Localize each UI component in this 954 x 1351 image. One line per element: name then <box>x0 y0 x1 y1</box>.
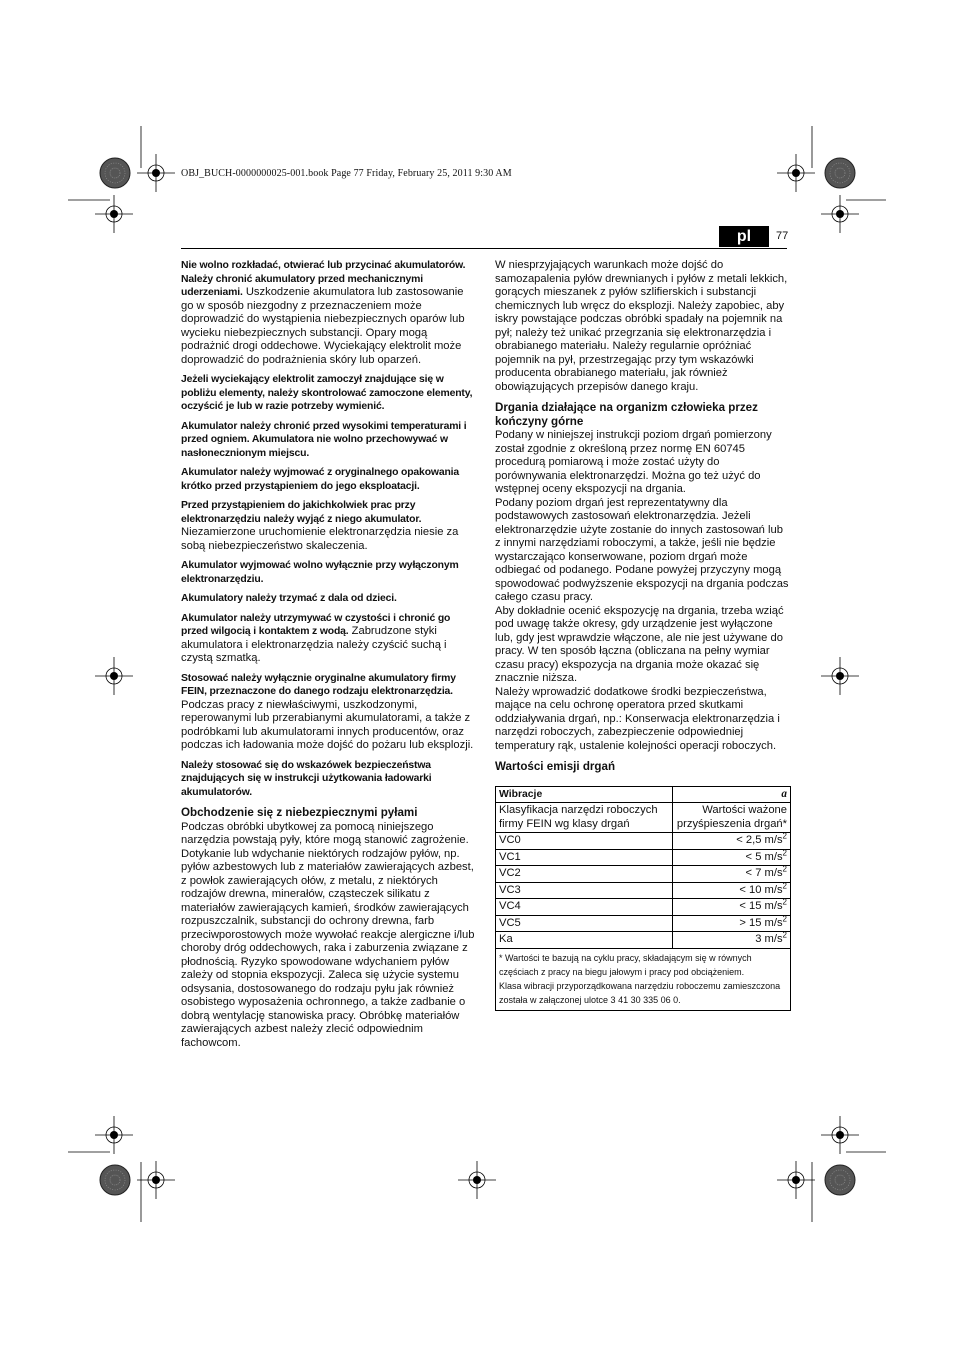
dust-paragraph-1: Podczas obróbki ubytkowej za pomocą niniejszego narzędzia powstają pyły, które mogą stanowić zagrożenie. <box>181 820 469 846</box>
footnote-2: Klasa wibracji przyporządkowana narzędziu roboczemu zamieszczona została w załączonej ulotce 3 41 30 335 06 0. <box>499 980 781 1005</box>
book-file-info: OBJ_BUCH-0000000025-001.book Page 77 Friday, February 25, 2011 9:30 AM <box>181 168 512 179</box>
table-row <box>496 882 791 899</box>
table-row <box>496 849 791 866</box>
table-cell-value: 3 $m/s^2$ <box>673 932 791 949</box>
table-cell-value: < 10 $m/s^2$ <box>673 882 791 899</box>
table-row <box>496 899 791 916</box>
table-row <box>496 833 791 850</box>
table-subheader-class: Klasyfikacja narzędzi roboczych firmy FEIN wg klasy drgań <box>496 803 673 833</box>
battery-warning-10: Należy stosować się do wskazówek bezpieczeństwa znajdujących się w instrukcji użytkowania ładowarki akumulatorów. <box>181 759 432 798</box>
battery-warning-4: Akumulator należy wyjmować z oryginalnego opakowania krótko przed przystąpieniem do jego eksploatacji. <box>181 467 460 492</box>
table-footnote-row <box>496 948 791 1010</box>
table-footnote <box>496 948 791 1010</box>
footnote-1: * Wartości te bazują na cyklu pracy, składającym się w równych częściach z pracy na biegu jałowym i pracy pod obciążeniem. <box>499 952 752 977</box>
table-cell-class: VC1 <box>496 849 673 866</box>
vibration-table <box>495 786 791 1011</box>
battery-warning-7: Akumulatory należy trzymać z dala od dzieci. <box>181 593 397 604</box>
battery-warning-1: Nie wolno rozkładać, otwierać lub przycinać akumulatorów. Należy chronić akumulatory przed mechanicznymi uderzeniami. Uszkodzenie akumulatora lub zastosowanie go w sposób niezgodny z przeznaczeniem może doprowadzić do wystąpienia niebezpiecznych oparów lub wycieku niebezpiecznych substancji. Opary mogą podrażnić drogi oddechowe. Wyciekający elektrolit może doprowadzić do podrażnienia skóry lub oparzeń. <box>181 260 466 366</box>
battery-warning-2: Jeżeli wyciekający elektrolit zamoczył znajdujące się w pobliżu elementy, należy skontrolować zamoczone elementy, oczyścić je lub w razie potrzeby wymienić. <box>181 374 473 412</box>
table-cell-class: VC5 <box>496 915 673 932</box>
vibration-paragraph-3: Aby dokładnie ocenić ekspozycję na drgania, trzeba wziąć pod uwagę także okresy, gdy urządzenie jest wyłączone lub, gdy jest wprawdzie włączone, ale nie jest używane do pracy. W ten sposób łączna (obliczana na pełny wymiar czasu pracy) ekspozycja na drgania może okazać się znacznie niższa. <box>495 604 784 684</box>
table-cell-class: VC3 <box>496 882 673 899</box>
table-cell-class: VC4 <box>496 899 673 916</box>
left-column <box>181 259 477 1050</box>
table-header-row <box>496 786 791 803</box>
vibration-paragraph-2: Podany poziom drgań jest reprezentatywny dla podstawowych zastosowań elektronarzędzia. Jeżeli elektronarzędzie użyte zostanie do innych zastosowań lub z innymi narzędziami roboczymi, a także, jeśli nie będzie wystarczająco konserwowane, poziom drgań może odbiegać od podanego. Podane powyżej przyczyny mogą spowodować podwyższenie ekspozycji na drgania podczas całego czasu pracy. <box>495 496 789 603</box>
battery-warning-3: Akumulator należy chronić przed wysokimi temperaturami i przed ogniem. Akumulatora nie wolno przechowywać w nasłonecznionym miejscu. <box>181 420 467 459</box>
table-row <box>496 915 791 932</box>
table-row <box>496 932 791 949</box>
table-cell-value: < 7 $m/s^2$ <box>673 866 791 883</box>
right-column <box>495 259 791 1011</box>
table-cell-class: VC0 <box>496 833 673 850</box>
battery-warning-6: Akumulator wyjmować wolno wyłącznie przy wyłączonym elektronarzędziu. <box>181 560 459 585</box>
table-cell-value: < 2,5 $m/s^2$ <box>673 833 791 850</box>
table-subheader-values: Wartości ważone przyśpieszenia drgań* <box>673 803 791 833</box>
language-badge: pl <box>719 226 769 247</box>
table-cell-value: < 5 $m/s^2$ <box>673 849 791 866</box>
table-subheader-row <box>496 803 791 833</box>
page-number: 77 <box>776 230 789 242</box>
dust-paragraph-2: Dotykanie lub wdychanie niektórych rodzajów pyłów, np. pyłów azbestowych lub z materiałów zawierających azbest, z powłok zawierających ołów, z metalu, z niektórych rodzajów drewna, minerałów, cząsteczek silikatu z materiałów zawierających kamień, środków zawierających rozpuszczalnik, substancji do ochrony drewna, farb przeciwporostowych może wywołać reakcje alergiczne i/lub choroby dróg oddechowych, raka i zaburzenia związane z płodnością. Ryzyko spowodowane wdychaniem pyłów zależy od stopnia ekspozycji. Zaleca się użycie systemu odsysania, dostosowanego do rodzaju pyłu jak również osobistego wyposażenia ochronnego, a także zadbanie o dobrą wentylację stanowiska pracy. Obróbkę materiałów zawierających azbest należy zlecić odpowiednim fachowcom. <box>181 847 475 1049</box>
table-cell-class: Ka <box>496 932 673 949</box>
dust-heading: Obchodzenie się z niebezpiecznymi pyłami <box>181 806 418 819</box>
table-cell-value: < 15 $m/s^2$ <box>673 899 791 916</box>
vibration-paragraph-1: Podany w niniejszej instrukcji poziom drgań pomierzony został zgodnie z określoną przez normę EN 60745 procedurą pomiarową i może zostać użyty do porównywania elektronarzędzi. Można go też użyć do wstępnej oceny ekspozycji na drgania. <box>495 429 772 495</box>
emission-heading: Wartości emisji drgań <box>495 760 616 773</box>
table-header-a: a <box>673 786 791 803</box>
dust-paragraph-3: W niesprzyjających warunkach może dojść do samozapalenia pyłów drewnianych i pyłów z metali lekkich, gorących mieszanek z pyłów szlifierskich i substancji chemicznych lub wręcz do eksplozji. Należy zapobiec, aby iskry powstające podczas obróbki spadały na pojemnik na pył; należy też unikać przegrzania się elektronarzędzia i obrabianego materiału. Należy regularnie opróżniać pojemnik na pył, przestrzegając przy tym wskazówki producenta obrabianego materiału, jak również obowiązujących przepisów danego kraju. <box>495 259 788 393</box>
vibration-paragraph-4: Należy wprowadzić dodatkowe środki bezpieczeństwa, mające na celu ochronę operatora przed skutkami oddziaływania drgań, np.: Konserwacja elektronarzędzia i narzędzi roboczych, zabezpieczenie odpowiedniej temperatury rąk, ustalenie kolejności operacji roboczych. <box>495 685 780 752</box>
table-header-vibration: Wibracje <box>496 786 673 803</box>
battery-warning-9: Stosować należy wyłącznie oryginalne akumulatory firmy FEIN, przeznaczone do danego rodzaju elektronarzędzia. Podczas pracy z niewłaściwymi, uszkodzonymi, reperowanymi lub przerabianymi akumulatorami, a także z podróbkami lub akumulatorami innych producentów, oraz podczas ich ładowania może dojść do pożaru lub eksplozji. <box>181 672 474 751</box>
vibration-heading: Drgania działające na organizm człowieka przez kończyny górne <box>495 401 758 428</box>
table-cell-class: VC2 <box>496 866 673 883</box>
table-row <box>496 866 791 883</box>
table-cell-value: > 15 $m/s^2$ <box>673 915 791 932</box>
battery-warning-8: Akumulator należy utrzymywać w czystości i chronić go przed wilgocią i kontaktem z wodą. Zabrudzone styki akumulatora i elektronarzędzia należy czyścić suchą i czystą szmatką. <box>181 612 451 664</box>
battery-warning-5: Przed przystąpieniem do jakichkolwiek prac przy elektronarzędziu należy wyjąć z niego akumulator. Niezamierzone uruchomienie elektronarzędzia niesie za sobą niebezpieczeństwo skaleczenia. <box>181 500 459 552</box>
header-rule <box>181 248 787 249</box>
